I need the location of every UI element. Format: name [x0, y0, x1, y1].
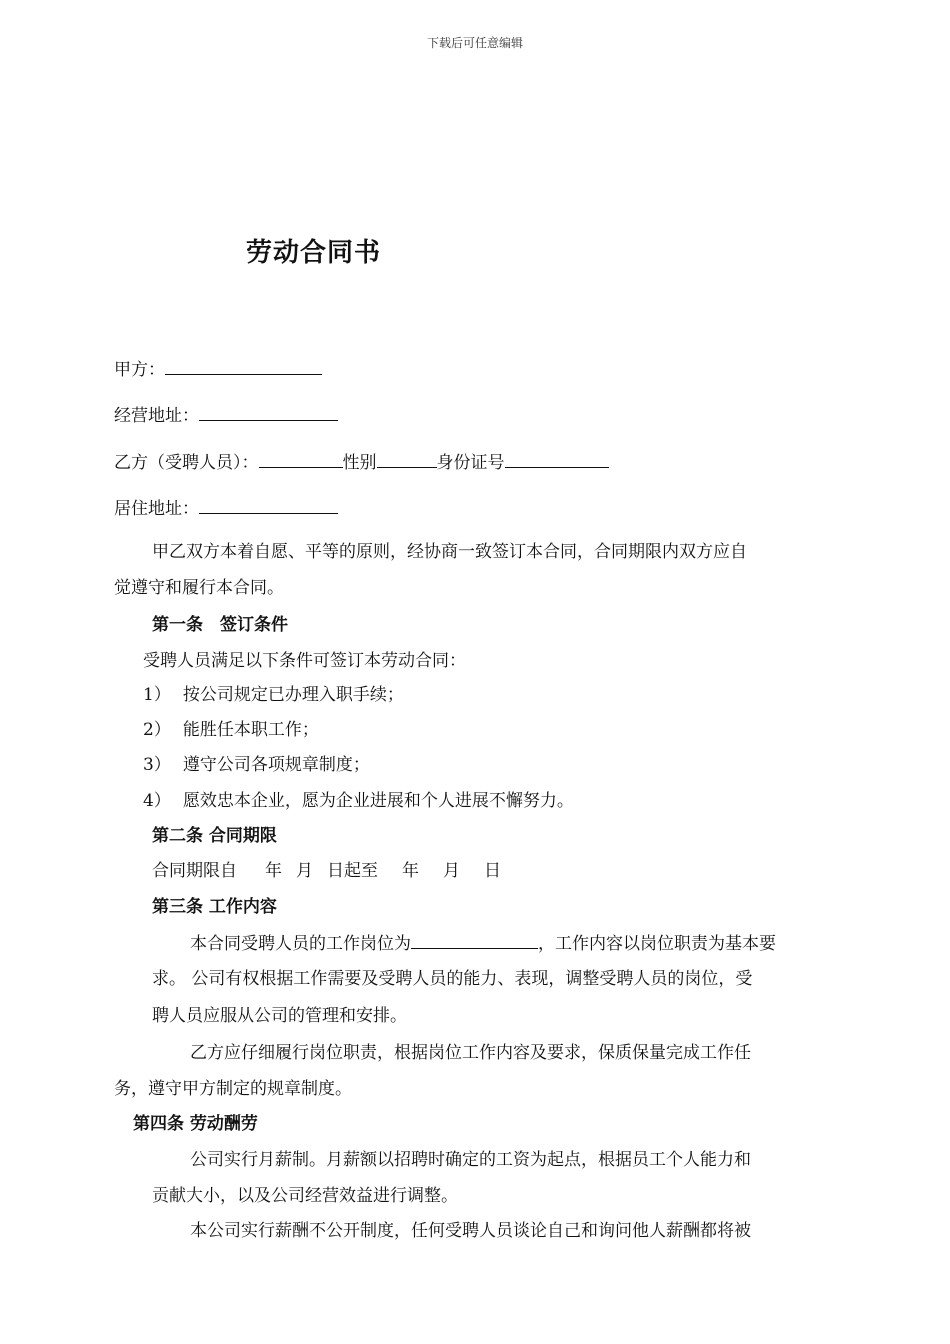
article-3-p2-line-1: 乙方应仔细履行岗位职责，根据岗位工作内容及要求，保质保量完成工作任 — [190, 1043, 751, 1063]
residence-address-blank — [199, 495, 338, 514]
job-position-prefix: 本合同受聘人员的工作岗位为 — [190, 934, 411, 954]
item-text: 能胜任本职工作； — [182, 720, 319, 740]
residence-address-row — [114, 495, 338, 521]
party-b-row — [114, 449, 609, 475]
residence-address-label: 居住地址： — [114, 499, 199, 519]
business-address-blank — [199, 402, 338, 421]
period-month-2: 月 — [443, 861, 460, 881]
item-number: 3） — [143, 755, 171, 775]
party-a-row — [114, 356, 322, 382]
article-1-lead: 受聘人员满足以下条件可签订本劳动合同： — [143, 651, 466, 671]
document-title: 劳动合同书 — [246, 238, 382, 268]
intro-line-1: 甲乙双方本着自愿、平等的原则，经协商一致签订本合同，合同期限内双方应自 — [152, 542, 747, 562]
period-year-2: 年 — [402, 861, 419, 881]
item-number: 2） — [143, 720, 171, 740]
article-4-heading: 第四条 劳动酬劳 — [133, 1114, 258, 1134]
article-4-p1-line-2: 贡献大小，以及公司经营效益进行调整。 — [152, 1186, 458, 1206]
intro-line-2: 觉遵守和履行本合同。 — [114, 578, 284, 598]
business-address-row — [114, 402, 338, 428]
article-2-heading: 第二条 合同期限 — [152, 826, 277, 846]
article-3-p1-line-1 — [190, 930, 776, 956]
gender-label: 性别 — [342, 453, 377, 473]
party-a-blank — [165, 356, 322, 375]
item-text: 遵守公司各项规章制度； — [182, 755, 370, 775]
gender-blank — [377, 449, 437, 468]
item-number: 4） — [143, 791, 171, 811]
article-3-p1-line-2: 求。 公司有权根据工作需要及受聘人员的能力、表现，调整受聘人员的岗位，受 — [152, 969, 753, 989]
article-3-p2-line-2: 务，遵守甲方制定的规章制度。 — [114, 1079, 352, 1099]
period-day-from: 日起至 — [327, 861, 378, 881]
period-day-2: 日 — [484, 861, 501, 881]
page-header-note: 下载后可任意编辑 — [426, 36, 523, 50]
article-3-p1-line-3: 聘人员应服从公司的管理和安排。 — [152, 1006, 407, 1026]
business-address-label: 经营地址： — [114, 406, 199, 426]
period-year-1: 年 — [265, 861, 282, 881]
article-1-item-1 — [143, 683, 404, 707]
article-3-heading: 第三条 工作内容 — [152, 897, 277, 917]
article-1-item-3 — [143, 753, 370, 777]
article-1-heading: 第一条 签订条件 — [152, 615, 288, 635]
party-a-label: 甲方： — [114, 360, 165, 380]
item-text: 愿效忠本企业，愿为企业进展和个人进展不懈努力。 — [182, 791, 574, 811]
job-position-blank — [411, 930, 538, 949]
article-4-p1-line-1: 公司实行月薪制。月薪额以招聘时确定的工资为起点，根据员工个人能力和 — [190, 1150, 751, 1170]
period-month-1: 月 — [296, 861, 313, 881]
period-prefix: 合同期限自 — [152, 861, 237, 881]
article-2-period — [152, 859, 501, 883]
id-number-blank — [505, 449, 609, 468]
article-4-p2-line-1: 本公司实行薪酬不公开制度，任何受聘人员谈论自己和询问他人薪酬都将被 — [190, 1221, 751, 1241]
item-text: 按公司规定已办理入职手续； — [182, 685, 404, 705]
party-b-label: 乙方（受聘人员）： — [114, 453, 259, 473]
article-1-item-4 — [143, 789, 574, 813]
item-number: 1） — [143, 685, 171, 705]
job-position-suffix: ，工作内容以岗位职责为基本要 — [538, 934, 776, 954]
id-number-label: 身份证号 — [436, 453, 505, 473]
article-1-item-2 — [143, 718, 319, 742]
party-b-name-blank — [259, 449, 343, 468]
